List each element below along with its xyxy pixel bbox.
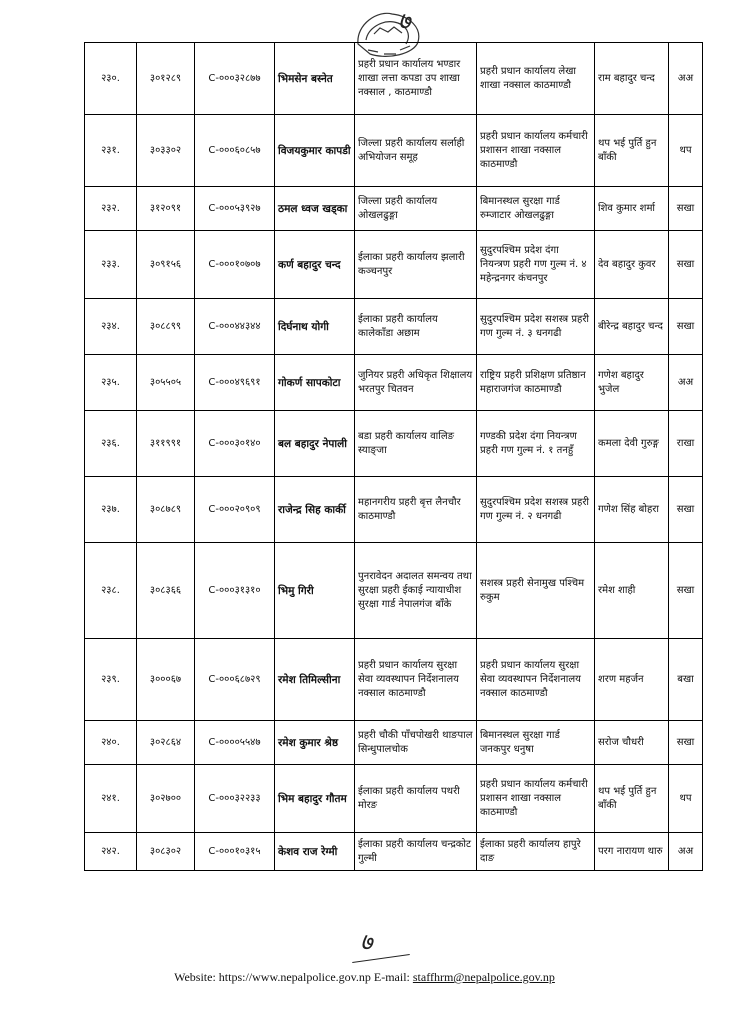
name-cell: भिम बहादुर गौतम <box>275 765 355 833</box>
name-cell: विजयकुमार कापडी <box>275 115 355 187</box>
from-office-cell: ईलाका प्रहरी कार्यालय झलारी कञ्चनपुर <box>355 231 477 299</box>
name-cell: रमेश तिमिल्सीना <box>275 639 355 721</box>
table-row <box>85 721 703 765</box>
name-cell: ठमल ध्वज खड्का <box>275 187 355 231</box>
id-number-cell: ३०२८६४ <box>137 721 195 765</box>
table-row <box>85 765 703 833</box>
status-cell: सखा <box>669 477 703 543</box>
to-office-cell: प्रहरी प्रधान कार्यालय कर्मचारी प्रशासन शाखा नक्साल काठमाण्डौ <box>477 765 595 833</box>
to-office-cell: बिमानस्थल सुरक्षा गार्ड रुम्जाटार ओखलढुङ्गा <box>477 187 595 231</box>
authority-cell: परग नारायण थारु <box>595 833 669 871</box>
from-office-cell: प्रहरी प्रधान कार्यालय सुरक्षा सेवा व्यवस्थापन निर्देशनालय नक्साल काठमाण्डौ <box>355 639 477 721</box>
to-office-cell: सुदुरपश्चिम प्रदेश दंगा नियन्त्रण प्रहरी गण गुल्म नं. ४ महेन्द्रनगर कंचनपुर <box>477 231 595 299</box>
transfer-table <box>84 42 703 871</box>
table-row <box>85 115 703 187</box>
id-number-cell: ३०८३६६ <box>137 543 195 639</box>
footer-email-link[interactable]: staffhrm@nepalpolice.gov.np <box>412 970 555 984</box>
from-office-cell: ईलाका प्रहरी कार्यालय कालेकाँडा अछाम <box>355 299 477 355</box>
to-office-cell: सशस्त्र प्रहरी सेनामुख पश्चिम रुकुम <box>477 543 595 639</box>
authority-cell: गणेश सिंह बोहरा <box>595 477 669 543</box>
authority-cell: थप भई पुर्ति हुन बाँकी <box>595 765 669 833</box>
to-office-cell: सुदुरपश्चिम प्रदेश सशस्त्र प्रहरी गण गुल्म नं. ३ धनगढी <box>477 299 595 355</box>
from-office-cell: बडा प्रहरी कार्यालय वालिङ स्याङ्जा <box>355 411 477 477</box>
code-cell: C-०००३१३१० <box>195 543 275 639</box>
status-cell: सखा <box>669 721 703 765</box>
table-row <box>85 411 703 477</box>
id-number-cell: ३०००६७ <box>137 639 195 721</box>
code-cell: C-०००१०३१५ <box>195 833 275 871</box>
id-number-cell: ३०८३०२ <box>137 833 195 871</box>
authority-cell: गणेश बहादुर भुजेल <box>595 355 669 411</box>
authority-cell: शरण महर्जन <box>595 639 669 721</box>
table-row <box>85 477 703 543</box>
id-number-cell: ३०२७०० <box>137 765 195 833</box>
name-cell: भिमु गिरी <box>275 543 355 639</box>
code-cell: C-०००३२८७७ <box>195 43 275 115</box>
from-office-cell: जिल्ला प्रहरी कार्यालय सर्लाही अभियोजन समूह <box>355 115 477 187</box>
serial-number-cell: २४२. <box>85 833 137 871</box>
footer <box>0 970 729 985</box>
name-cell: बल बहादुर नेपाली <box>275 411 355 477</box>
serial-number-cell: २३२. <box>85 187 137 231</box>
id-number-cell: ३०३३०२ <box>137 115 195 187</box>
status-cell: अअ <box>669 833 703 871</box>
from-office-cell: महानगरीय प्रहरी बृत्त लैनचौर काठमाण्डौ <box>355 477 477 543</box>
id-number-cell: ३०१२८९ <box>137 43 195 115</box>
to-office-cell: ईलाका प्रहरी कार्यालय हापुरे दाङ <box>477 833 595 871</box>
to-office-cell: प्रहरी प्रधान कार्यालय लेखा शाखा नक्साल काठमाण्डौ <box>477 43 595 115</box>
code-cell: C-०००४४३४४ <box>195 299 275 355</box>
table-row <box>85 231 703 299</box>
serial-number-cell: २४०. <box>85 721 137 765</box>
status-cell: सखा <box>669 543 703 639</box>
code-cell: C-०००२०९०९ <box>195 477 275 543</box>
authority-cell: देव बहादुर कुवर <box>595 231 669 299</box>
status-cell: सखा <box>669 187 703 231</box>
serial-number-cell: २३९. <box>85 639 137 721</box>
authority-cell: शिव कुमार शर्मा <box>595 187 669 231</box>
page-number-bottom: ७ <box>360 928 373 956</box>
code-cell: C-०००६८७२९ <box>195 639 275 721</box>
page-number-top: ७ <box>398 7 411 35</box>
serial-number-cell: २४१. <box>85 765 137 833</box>
code-cell: C-०००६०८५७ <box>195 115 275 187</box>
table-body <box>85 43 703 871</box>
code-cell: C-०००४९६९१ <box>195 355 275 411</box>
to-office-cell: गण्डकी प्रदेश दंगा नियन्त्रण प्रहरी गण गुल्म नं. १ तनहुँ <box>477 411 595 477</box>
status-cell: राखा <box>669 411 703 477</box>
from-office-cell: ईलाका प्रहरी कार्यालय पथरी मोरङ <box>355 765 477 833</box>
status-cell: सखा <box>669 231 703 299</box>
id-number-cell: ३०९१५६ <box>137 231 195 299</box>
authority-cell: बीरेन्द्र बहादुर चन्द <box>595 299 669 355</box>
code-cell: C-०००५३९२७ <box>195 187 275 231</box>
serial-number-cell: २३३. <box>85 231 137 299</box>
to-office-cell: सुदुरपश्चिम प्रदेश सशस्त्र प्रहरी गण गुल्म नं. २ धनगढी <box>477 477 595 543</box>
name-cell: कर्ण बहादुर चन्द <box>275 231 355 299</box>
table-row <box>85 355 703 411</box>
authority-cell: रमेश शाही <box>595 543 669 639</box>
table-row <box>85 299 703 355</box>
from-office-cell: पुनरावेदन अदालत समन्वय तथा सुरक्षा प्रहरी ईकाई न्यायाधीश सुरक्षा गार्ड नेपालगंज बाँके <box>355 543 477 639</box>
serial-number-cell: २३४. <box>85 299 137 355</box>
to-office-cell: राष्ट्रिय प्रहरी प्रशिक्षण प्रतिष्ठान महाराजगंज काठमाण्डौ <box>477 355 595 411</box>
name-cell: केशव राज रेग्मी <box>275 833 355 871</box>
authority-cell: सरोज चौधरी <box>595 721 669 765</box>
serial-number-cell: २३८. <box>85 543 137 639</box>
id-number-cell: ३१२०९१ <box>137 187 195 231</box>
serial-number-cell: २३०. <box>85 43 137 115</box>
id-number-cell: ३०५५०५ <box>137 355 195 411</box>
from-office-cell: ईलाका प्रहरी कार्यालय चन्द्रकोट गुल्मी <box>355 833 477 871</box>
status-cell: अअ <box>669 43 703 115</box>
code-cell: C-०००१०७०७ <box>195 231 275 299</box>
from-office-cell: प्रहरी प्रधान कार्यालय भण्डार शाखा लत्ता कपडा उप शाखा नक्साल , काठमाण्डौ <box>355 43 477 115</box>
from-office-cell: जिल्ला प्रहरी कार्यालय ओखलढुङ्गा <box>355 187 477 231</box>
authority-cell: थप भई पुर्ति हुन बाँकी <box>595 115 669 187</box>
serial-number-cell: २३१. <box>85 115 137 187</box>
status-cell: सखा <box>669 299 703 355</box>
from-office-cell: जुनियर प्रहरी अधिकृत शिक्षालय भरतपुर चितवन <box>355 355 477 411</box>
to-office-cell: प्रहरी प्रधान कार्यालय सुरक्षा सेवा व्यवस्थापन निर्देशनालय नक्साल काठमाण्डौ <box>477 639 595 721</box>
authority-cell: कमला देवी गुरुङ्ग <box>595 411 669 477</box>
table-row <box>85 833 703 871</box>
name-cell: गोकर्ण सापकोटा <box>275 355 355 411</box>
serial-number-cell: २३७. <box>85 477 137 543</box>
id-number-cell: ३११९९१ <box>137 411 195 477</box>
status-cell: बखा <box>669 639 703 721</box>
code-cell: C-००००५५४७ <box>195 721 275 765</box>
table-row <box>85 543 703 639</box>
serial-number-cell: २३५. <box>85 355 137 411</box>
footer-website: Website: https://www.nepalpolice.gov.np E-mail: <box>174 970 413 984</box>
to-office-cell: बिमानस्थल सुरक्षा गार्ड जनकपुर धनुषा <box>477 721 595 765</box>
id-number-cell: ३०८८९९ <box>137 299 195 355</box>
from-office-cell: प्रहरी चौकी पाँचपोखरी थाङपाल सिन्धुपालचोक <box>355 721 477 765</box>
to-office-cell: प्रहरी प्रधान कार्यालय कर्मचारी प्रशासन शाखा नक्साल काठमाण्डौ <box>477 115 595 187</box>
id-number-cell: ३०८७८९ <box>137 477 195 543</box>
status-cell: थप <box>669 115 703 187</box>
table-row <box>85 187 703 231</box>
name-cell: राजेन्द्र सिह कार्की <box>275 477 355 543</box>
status-cell: अअ <box>669 355 703 411</box>
code-cell: C-०००३२२३३ <box>195 765 275 833</box>
name-cell: भिमसेन बस्नेत <box>275 43 355 115</box>
name-cell: दिर्घनाथ योगी <box>275 299 355 355</box>
authority-cell: राम बहादुर चन्द <box>595 43 669 115</box>
name-cell: रमेश कुमार श्रेष्ठ <box>275 721 355 765</box>
code-cell: C-०००३०१४० <box>195 411 275 477</box>
table-row <box>85 639 703 721</box>
table-row <box>85 43 703 115</box>
status-cell: थप <box>669 765 703 833</box>
serial-number-cell: २३६. <box>85 411 137 477</box>
